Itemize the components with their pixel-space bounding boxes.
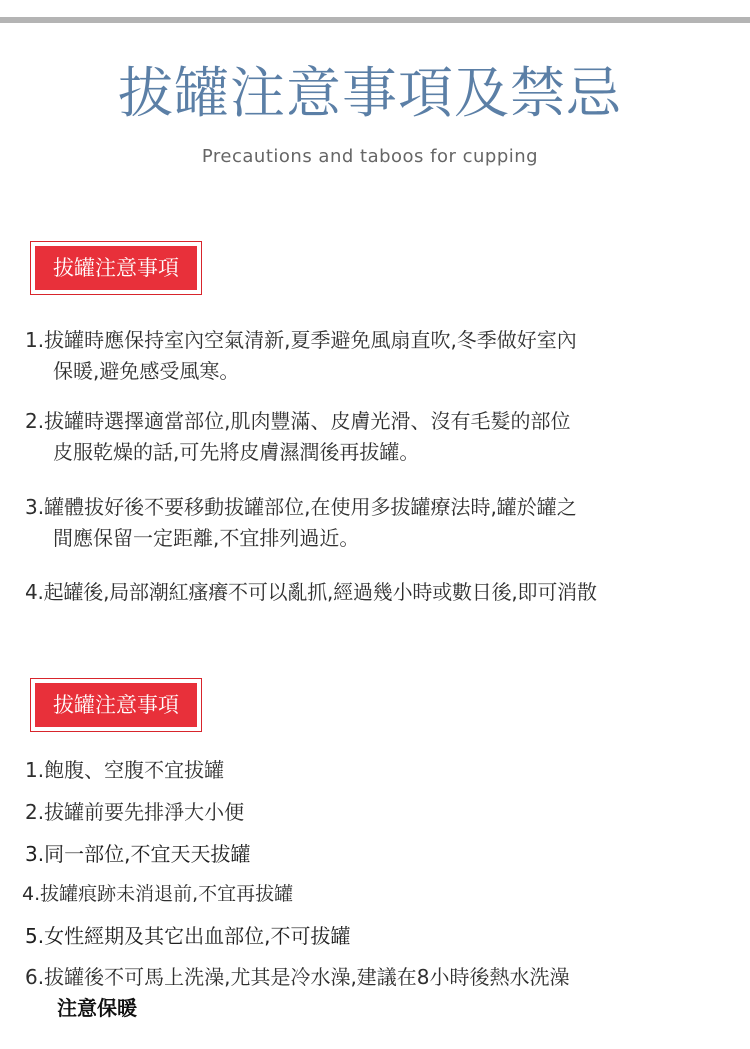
- taboo-item: [25, 797, 244, 828]
- taboo-item-line: 4.拔罐痕跡未消退前,不宜再拔罐: [22, 883, 294, 905]
- taboo-item-line: 1.飽腹、空腹不宜拔罐: [25, 758, 225, 782]
- taboo-item: [22, 879, 293, 910]
- taboo-item-continuation: 注意保暖: [57, 996, 137, 1020]
- taboo-item-line: 3.同一部位,不宜天天拔罐: [25, 842, 251, 866]
- taboo-item-line: 6.拔罐後不可馬上洗澡,尤其是冷水澡,建議在8小時後熱水洗澡: [25, 965, 570, 989]
- taboo-item: [25, 921, 350, 952]
- page-title: 拔罐注意事項及禁忌: [117, 61, 622, 125]
- taboo-item: [25, 839, 250, 870]
- precaution-item-continuation: 皮服乾燥的話,可先將皮膚濕潤後再拔罐。: [53, 440, 420, 464]
- precaution-item-line: 1.拔罐時應保持室內空氣清新,夏季避免風扇直吹,冬季做好室內: [25, 328, 577, 352]
- taboo-item: [25, 755, 224, 786]
- taboo-item: [25, 962, 570, 1024]
- precaution-item-line: 2.拔罐時選擇適當部位,肌肉豐滿、皮膚光滑、沒有毛髮的部位: [25, 409, 571, 433]
- top-divider: [0, 17, 750, 23]
- precaution-item-continuation: 保暖,避免感受風寒。: [53, 359, 240, 383]
- precaution-item: [25, 406, 570, 468]
- precautions-section-tag: [30, 241, 202, 295]
- taboos-section-tag: [30, 678, 202, 732]
- taboos-heading: 拔罐注意事項: [35, 683, 197, 727]
- taboo-item-line: 2.拔罐前要先排淨大小便: [25, 800, 245, 824]
- precaution-item-line: 3.罐體拔好後不要移動拔罐部位,在使用多拔罐療法時,罐於罐之: [25, 495, 577, 519]
- precautions-heading: 拔罐注意事項: [35, 246, 197, 290]
- precaution-item: [25, 577, 597, 608]
- precaution-item-line: 4.起罐後,局部潮紅瘙癢不可以亂抓,經過幾小時或數日後,即可消散: [25, 580, 597, 604]
- page-subtitle: Precautions and taboos for cupping: [201, 146, 539, 167]
- taboo-item-line: 5.女性經期及其它出血部位,不可拔罐: [25, 924, 351, 948]
- precaution-item-continuation: 間應保留一定距離,不宜排列過近。: [53, 526, 360, 550]
- precaution-item: [25, 325, 577, 387]
- precaution-item: [25, 492, 577, 554]
